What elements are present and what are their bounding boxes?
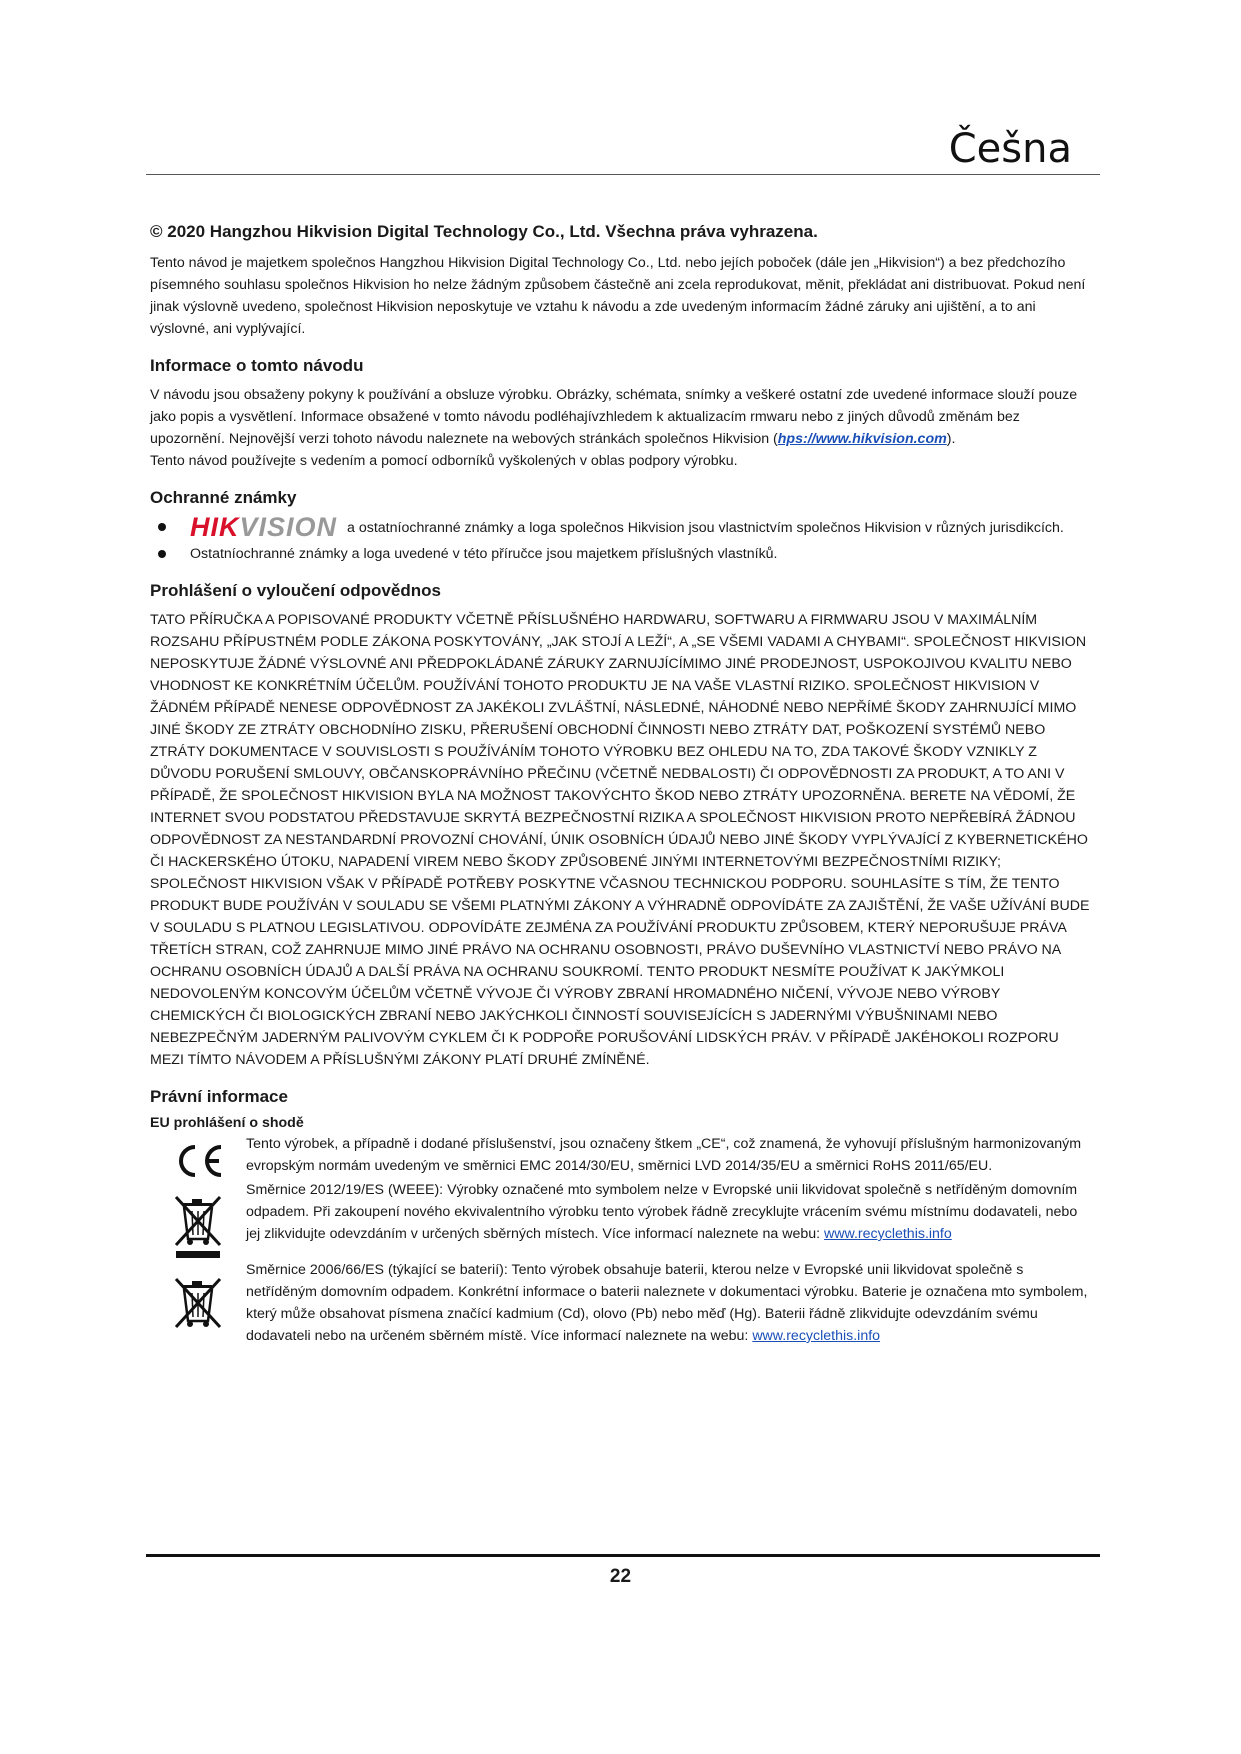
copyright-line: © 2020 Hangzhou Hikvision Digital Technology Co., Ltd. Všechna práva vyhrazena. [150, 222, 818, 241]
weee-row [150, 1179, 1090, 1259]
battery-text [246, 1259, 1090, 1347]
bullet-icon [158, 523, 166, 531]
about-text-end: ). [946, 431, 956, 447]
page-header [146, 118, 1100, 175]
weee-text [246, 1179, 1090, 1245]
trademarks-heading: Ochranné známky [150, 488, 297, 507]
legal-heading: Právní informace [150, 1087, 288, 1106]
footer-divider [146, 1554, 1100, 1557]
recyclethis-link-battery[interactable]: www.recyclethis.info [752, 1328, 881, 1344]
about-text: V návodu jsou obsaženy pokyny k používání a obsluze výrobku. Obrázky, schémata, snímky a veškeré ostatní zde uvedené informace slouží pouze jako popis a vysvětlení. Informace obsažené v tomto návodu podléhajívzhledem k aktualizacím rmwaru nebo z jiných důvodů změnám bez upozornění. Nejnovější verzi tohoto návodu naleznete na webových stránkách společnos Hikvision ( [150, 387, 1078, 447]
battery-bin-icon [150, 1259, 246, 1331]
logo-part-vision: VISION [239, 512, 338, 542]
trademark-item-1-text: a ostatníochranné známky a loga společnos Hikvision jsou vlastnictvím společnos Hikvision v různých jurisdikcích. [347, 520, 1064, 536]
weee-text-body: Směrnice 2012/19/ES (WEEE): Výrobky označené mto symbolem nelze v Evropské unii likvidovat společně s netříděným domovním odpadem. Při zakoupení nového ekvivalentního výrobku tento výrobek řádně zrecyklujte vrácením svému místnímu dodavateli, nebo jej zlikvidujte odevzdáním v určených sběrných místech. Více informací naleznete na webu: [246, 1182, 1078, 1242]
trademark-item-1 [150, 512, 1090, 542]
disclaimer-paragraph: TATO PŘÍRUČKA A POPISOVANÉ PRODUKTY VČETNĚ PŘÍSLUŠNÉHO HARDWARU, SOFTWARU A FIRMWARU JSOU V MAXIMÁLNÍM ROZSAHU PŘÍPUSTNÉM PODLE ZÁKONA POSKYTOVÁNY, „JAK STOJÍ A LEŽÍ“, A „SE VŠEMI VADAMI A CHYBAMI“. SPOLEČNOST HIKVISION NEPOSKYTUJE ŽÁDNÉ VÝSLOVNÉ ANI PŘEDPOKLÁDANÉ ZÁRUKY ZARNUJÍCÍMIMO JINÉ PRODEJNOST, USPOKOJIVOU KVALITU NEBO VHODNOST KE KONKRÉTNÍM ÚČELŮM. POUŽÍVÁNÍ TOHOTO PRODUKTU JE NA VAŠE VLASTNÍ RIZIKO. SPOLEČNOST HIKVISION V ŽÁDNÉM PŘÍPADĚ NENESE ODPOVĚDNOST ZA JAKÉKOLI ZVLÁŠTNÍ, NÁSLEDNÉ, NÁHODNÉ NEBO NEPŘÍMÉ ŠKODY ZAHRNUJÍCÍ MIMO JINÉ ŠKODY ZE ZTRÁTY OBCHODNÍHO ZISKU, PŘERUŠENÍ OBCHODNÍ ČINNOSTI NEBO ZTRÁTY DAT, POŠKOZENÍ SYSTÉMŮ NEBO ZTRÁTY DOKUMENTACE V SOUVISLOSTI S POUŽÍVÁNÍM TOHOTO VÝROBKU BEZ OHLEDU NA TO, ZDA TAKOVÉ ŠKODY VZNIKLY Z DŮVODU PORUŠENÍ SMLOUVY, OBČANSKOPRÁVNÍHO PŘEČINU (VČETNĚ NEDBALOSTI) ČI ODPOVĚDNOSTI ZA PRODUKT, A TO ANI V PŘÍPADĚ, ŽE SPOLEČNOST HIKVISION BYLA NA MOŽNOST TAKOVÝCHTO ŠKOD NEBO ZTRÁTY UPOZORNĚNA. BERETE NA VĚDOMÍ, ŽE INTERNET SVOU PODSTATOU PŘEDSTAVUJE SKRYTÁ BEZPEČNOSTNÍ RIZIKA A SPOLEČNOST HIKVISION PROTO NEPŘEBÍRÁ ŽÁDNOU ODPOVĚDNOST ZA NESTANDARDNÍ PROVOZNÍ CHOVÁNÍ, ÚNIK OSOBNÍCH ÚDAJŮ NEBO JINÉ ŠKODY VYPLÝVAJÍCÍ Z KYBERNETICKÉHO ČI HACKERSKÉHO ÚTOKU, NAPADENÍ VIREM NEBO ŠKODY ZPŮSOBENÉ JINÝMI INTERNETOVÝMI BEZPEČNOSTNÍMI RIZIKY; SPOLEČNOST HIKVISION VŠAK V PŘÍPADĚ POTŘEBY POSKYTNE VČASNOU TECHNICKOU PODPORU. SOUHLASÍTE S TÍM, ŽE TENTO PRODUKT BUDE POUŽÍVÁN V SOULADU SE VŠEMI PLATNÝMI ZÁKONY A VÝHRADNĚ ODPOVÍDÁTE ZA ZAJIŠTĚNÍ, ŽE VAŠE UŽÍVÁNÍ BUDE V SOULADU S PLATNOU LEGISLATIVOU. ODPOVÍDÁTE ZEJMÉNA ZA POUŽÍVÁNÍ PRODUKTU ZPŮSOBEM, KTERÝ NEPORUŠUJE PRÁVA TŘETÍCH STRAN, COŽ ZAHRNUJE MIMO JINÉ PRÁVO NA OCHRANU OSOBNOSTI, PRÁVO DUŠEVNÍHO VLASTNICTVÍ NEBO PRÁVO NA OCHRANU OSOBNÍCH ÚDAJŮ A DALŠÍ PRÁVA NA OCHRANU SOUKROMÍ. TENTO PRODUKT NESMÍTE POUŽÍVAT K JAKÝMKOLI NEDOVOLENÝM KONCOVÝM ÚČELŮM VČETNĚ VÝVOJE ČI VÝROBY ZBRANÍ HROMADNÉHO NIČENÍ, VÝVOJE NEBO VÝROBY CHEMICKÝCH ČI BIOLOGICKÝCH ZBRANÍ NEBO JAKÝCHKOLI ČINNOSTÍ SOUVISEJÍCÍCH S JADERNÝMI VÝBUŠNINAMI NEBO NEBEZPEČNÝM JADERNÝM PALIVOVÝM CYKLEM ČI K PODPOŘE PORUŠOVÁNÍ LIDSKÝCH PRÁV. V PŘÍPADĚ JAKÉHOKOLI ROZPORU MEZI TÍMTO NÁVODEM A PŘÍSLUŠNÝMI ZÁKONY PLATÍ DRUHÉ ZMÍNĚNÉ. [150, 612, 1090, 1068]
language-title: Češna [948, 126, 1072, 172]
battery-row [150, 1259, 1090, 1347]
recyclethis-link[interactable]: www.recyclethis.info [824, 1226, 952, 1242]
battery-text-body: Směrnice 2006/66/ES (týkající se baterií): Tento výrobek obsahuje baterii, kterou nelze v Evropské unii likvidovat společně s netříděným domovním odpadem. Konkrétní informace o baterii naleznete v dokumentaci výrobku. Baterie je označena mto symbolem, který může obsahovat písmena značící kadmium (Cd), olovo (Pb) nebo měď (Hg). Baterii řádně zlikvidujte odevzdáním svému dodavateli nebo na určeném sběrném místě. Více informací naleznete na webu: [246, 1262, 1088, 1344]
trademark-item-2-text: Ostatníochranné známky a loga uvedené v této příručce jsou majetkem příslušných vlastníků. [190, 546, 778, 562]
about-second-line: Tento návod používejte s vedením a pomocí odborníků vyškolených v oblas podpory výrobku. [150, 453, 738, 469]
about-heading: Informace o tomto návodu [150, 356, 364, 375]
page-number: 22 [609, 1566, 632, 1587]
hikvision-logo [190, 512, 338, 542]
ce-text: Tento výrobek, a případně i dodané příslušenství, jsou označeny štkem „CE“, což znamená, že vyhovují příslušným harmonizovaným evropským normám uvedeným ve směrnici EMC 2014/30/EU, směrnici LVD 2014/35/EU a směrnici RoHS 2011/65/EU. [246, 1136, 1082, 1174]
intro-paragraph: Tento návod je majetkem společnos Hangzhou Hikvision Digital Technology Co., Ltd. nebo jejích poboček (dále jen „Hikvision“) a bez předchozího písemného souhlasu společnos Hikvision ho nelze žádným způsobem částečně ani zcela reprodukovat, měnit, překládat ani distribuovat. Pokud není jinak výslovně uvedeno, společnost Hikvision neposkytuje ve vztahu k návodu a zde uvedeným informacím žádné záruky ani ujištění, a to ani výslovné, ani vyplývající. [150, 255, 1086, 337]
bullet-icon [158, 550, 166, 558]
logo-part-hik: HIK [190, 512, 240, 542]
weee-bin-icon [150, 1179, 246, 1259]
about-paragraph [150, 384, 1090, 450]
hikvision-website-link[interactable]: hps://www.hikvision.com [777, 431, 947, 447]
ce-row [150, 1133, 1090, 1179]
eu-declaration-heading: EU prohlášení o shodě [150, 1115, 304, 1131]
ce-mark-icon [150, 1133, 246, 1179]
trademark-item-2 [150, 543, 1090, 565]
document-body [150, 222, 1090, 1347]
disclaimer-heading: Prohlášení o vyloučení odpovědnos [150, 581, 441, 600]
